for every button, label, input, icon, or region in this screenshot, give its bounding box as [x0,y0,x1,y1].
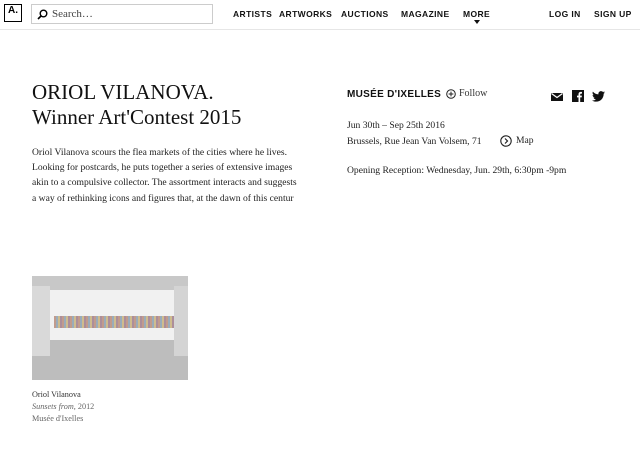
show-title [32,80,322,130]
image-right-wall [174,286,188,356]
logo-text: A. [8,5,18,16]
top-navbar [0,0,640,30]
login-link[interactable]: LOG IN [549,9,581,19]
artwork-year: , 2012 [73,402,95,411]
search-box[interactable] [31,4,213,24]
show-dates: Jun 30th – Sep 25th 2016 [347,120,445,131]
artsy-logo[interactable] [4,4,22,22]
search-icon [37,9,48,20]
image-floor [32,340,188,380]
opening-reception: Opening Reception: Wednesday, Jun. 29th, 6:30pm -9pm [347,165,567,176]
arrow-circle-icon [500,135,512,147]
venue-address: Brussels, Rue Jean Van Volsem, 71 [347,136,482,147]
search-input[interactable] [52,7,207,21]
artwork-title[interactable] [32,401,94,412]
nav-more[interactable]: MORE [463,9,491,19]
facebook-icon [572,90,584,102]
nav-auctions[interactable]: AUCTIONS [341,9,389,19]
share-twitter-button[interactable] [592,89,605,107]
nav-artworks[interactable]: ARTWORKS [279,9,333,19]
signup-link[interactable]: SIGN UP [594,9,632,19]
artwork-title-text: Sunsets from [32,402,74,411]
image-wall [32,290,188,340]
image-ceiling [32,276,188,290]
artwork-venue: Musée d'Ixelles [32,414,84,423]
map-label: Map [516,135,534,146]
mail-icon [551,92,563,102]
follow-label: Follow [459,88,488,99]
show-description: Oriol Vilanova scours the flea markets of the cities where he lives. Looking for postcards, he puts together a series of extensive images akin to a compulsive collector. The assortment interacts and suggests a way of rethinking icons and figures that, at the dawn of this centur [32,147,297,204]
image-left-wall [32,286,50,356]
nav-magazine[interactable]: MAGAZINE [401,9,450,19]
installation-image[interactable] [32,276,188,380]
show-title-line1: ORIOL VILANOVA. [32,80,214,104]
twitter-icon [592,91,605,102]
venue-name-link[interactable]: MUSÉE D'IXELLES [347,89,442,100]
show-title-line2: Winner Art'Contest 2015 [32,105,242,129]
share-facebook-button[interactable] [572,89,584,107]
artwork-artist[interactable]: Oriol Vilanova [32,390,81,399]
postcard-strip [54,316,174,328]
share-email-button[interactable] [551,89,563,107]
plus-circle-icon [446,89,456,99]
nav-artists[interactable]: ARTISTS [233,9,273,19]
chevron-down-icon[interactable] [474,20,480,24]
